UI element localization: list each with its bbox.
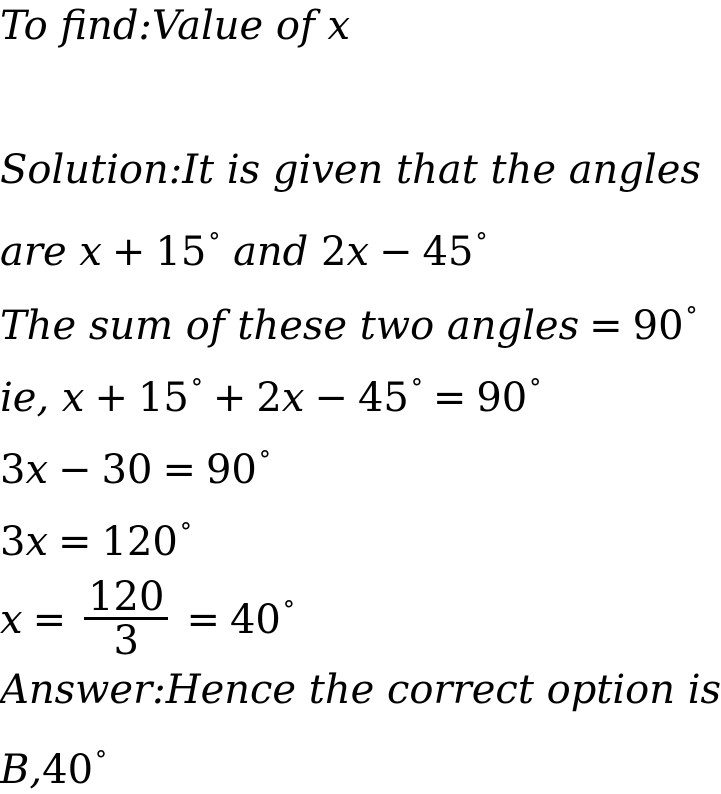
equation-90: 90 (476, 375, 528, 421)
degree-symbol: ° (190, 374, 203, 402)
step1-line (0, 436, 271, 494)
equals-operator: = (432, 375, 467, 421)
plus-operator: + (111, 229, 146, 275)
equation-x2: x (281, 375, 305, 421)
equation-line (0, 364, 541, 422)
equals-operator: = (162, 447, 196, 493)
step2-120: 120 (101, 519, 178, 565)
degree-symbol: ° (410, 374, 423, 402)
step1-x: x (25, 447, 49, 493)
equals-operator: = (58, 519, 92, 565)
equation-45: 45 (357, 375, 409, 421)
angle2-number: 45 (422, 229, 474, 275)
answer-separator: , (29, 747, 43, 793)
degree-symbol: ° (282, 596, 295, 624)
to-find-text: Value of (151, 3, 315, 49)
answer-line (0, 666, 721, 714)
fraction-denominator: 3 (113, 618, 139, 664)
degree-symbol: ° (475, 228, 488, 256)
angle2-variable: x (346, 229, 370, 275)
equals-operator: = (186, 597, 220, 643)
sum-text: The sum of these two angles (0, 303, 580, 349)
to-find-label: To find: (0, 3, 152, 49)
degree-symbol: ° (258, 446, 271, 474)
to-find-line (0, 2, 350, 50)
angles-line (0, 218, 487, 276)
step3-x: x (0, 597, 23, 643)
equation-2: 2 (256, 375, 282, 421)
step1-90: 90 (205, 447, 257, 493)
minus-operator: − (379, 229, 413, 275)
sum-line (0, 292, 698, 350)
minus-operator: − (58, 447, 92, 493)
answer-option: B (0, 747, 30, 793)
degree-symbol: ° (179, 518, 192, 546)
solution-line (0, 146, 701, 194)
sum-value: 90 (632, 303, 684, 349)
minus-operator: − (314, 375, 348, 421)
step2-x: x (25, 519, 49, 565)
ie-prefix: ie, (0, 375, 50, 421)
answer-label: Answer: (0, 667, 166, 713)
answer-value: 40 (42, 747, 94, 793)
equals-operator: = (32, 597, 67, 643)
angle2-coefficient: 2 (321, 229, 347, 275)
step3-result: 40 (229, 597, 281, 643)
angle1-variable: x (79, 229, 102, 275)
degree-symbol: ° (685, 302, 698, 330)
solution-label: Solution: (0, 147, 183, 193)
are-text: are (0, 229, 67, 275)
answer-value-line (0, 736, 107, 794)
equation-x: x (61, 375, 85, 421)
equals-operator: = (589, 303, 623, 349)
step3-line (0, 574, 295, 664)
degree-symbol: ° (208, 228, 221, 256)
angle1-number: 15 (155, 229, 207, 275)
fraction (84, 574, 168, 664)
step2-coefficient: 3 (0, 519, 26, 565)
and-text: and (233, 229, 309, 275)
equation-15: 15 (137, 375, 189, 421)
solution-given-text: It is given that the angles (182, 147, 701, 193)
degree-symbol: ° (529, 374, 542, 402)
plus-operator: + (212, 375, 247, 421)
to-find-variable: x (327, 3, 351, 49)
fraction-numerator: 120 (88, 574, 165, 620)
step2-line (0, 508, 192, 566)
degree-symbol: ° (95, 746, 108, 774)
plus-operator: + (94, 375, 128, 421)
step1-coefficient: 3 (0, 447, 26, 493)
answer-text: Hence the correct option is (165, 667, 721, 713)
step1-30: 30 (101, 447, 153, 493)
